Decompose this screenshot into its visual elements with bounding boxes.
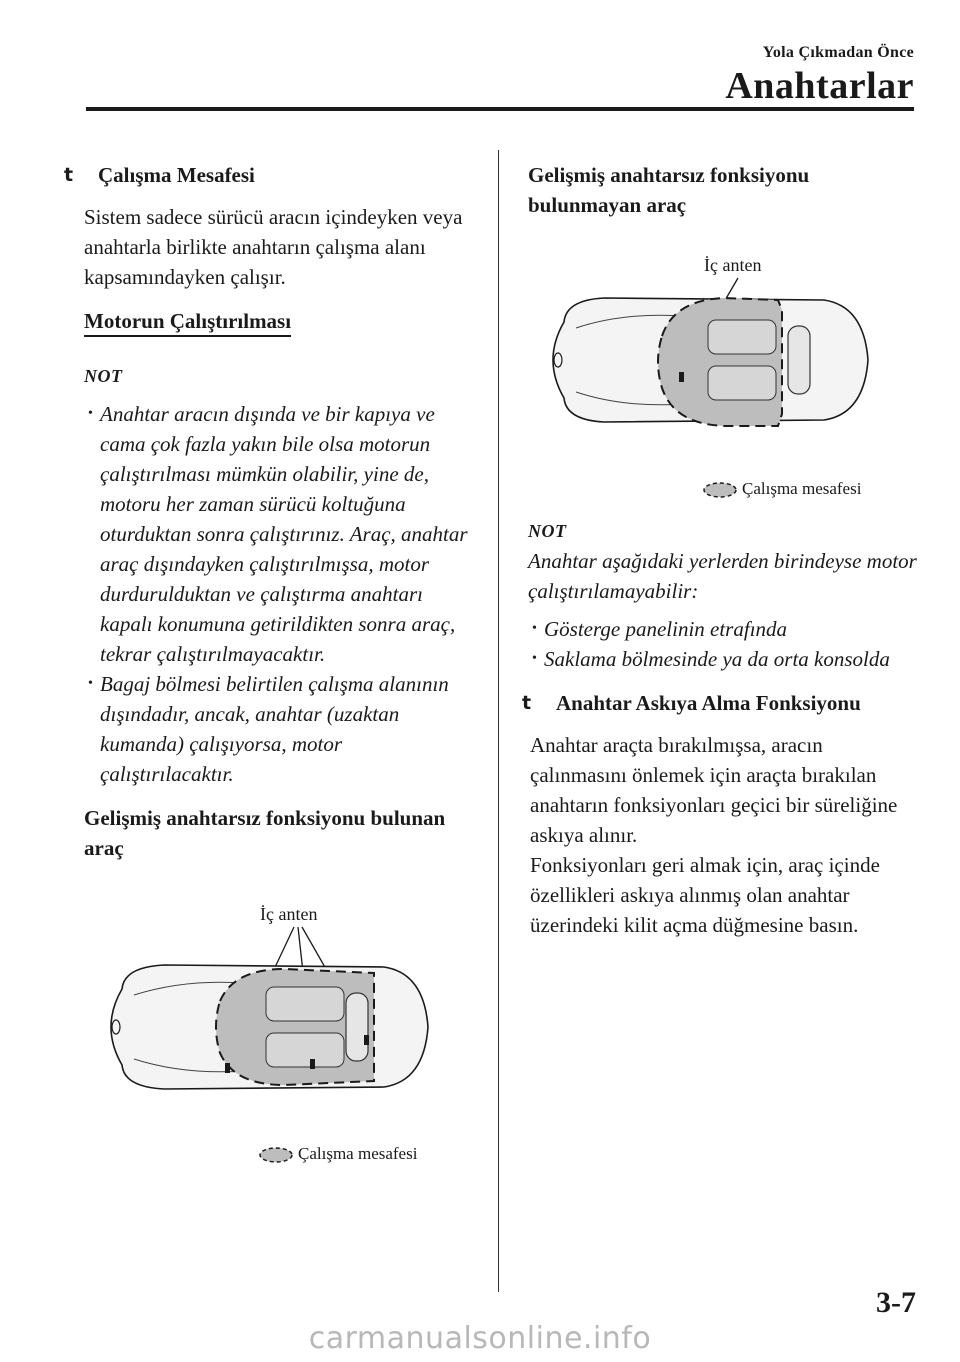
right-column (522, 160, 918, 940)
left-column (64, 160, 474, 1163)
figure-car-without-keyless (528, 250, 918, 500)
note-list (528, 614, 918, 674)
dashed-area-icon (258, 1146, 294, 1164)
list-item: • Anahtar aracın dışında ve bir kapıya ve cama çok fazla yakın bile olsa motorun çalıştırılması mümkün olabilir, yine de, motoru her zaman sürücü koltuğuna oturduktan sonra çalıştırınız. Araç, anahtar araç dışındayken çalıştırılmışsa, motor durdurulduktan ve çalıştırma anahtarı kapalı konumuna getirildikten sonra araç, tekrar çalıştırılmayacaktır. (84, 399, 474, 669)
dashed-area-icon (702, 481, 738, 499)
list-item: • Gösterge panelinin etrafında (528, 614, 918, 644)
header-rule (86, 107, 914, 111)
legend-text: Çalışma mesafesi (298, 1144, 418, 1163)
note-label: NOT (84, 366, 123, 386)
note-list (84, 399, 474, 789)
list-item: • Bagaj bölmesi belirtilen çalışma alanının dışındadır, ancak, anahtar (uzaktan kumanda) çalışıyorsa, motor çalıştırılacaktır. (84, 669, 474, 789)
heading-text: Anahtar Askıya Alma Fonksiyonu (556, 691, 861, 715)
note-text: Anahtar aşağıdaki yerlerden birindeyse motor çalıştırılamayabilir: (528, 549, 917, 603)
legend-text: Çalışma mesafesi (742, 479, 862, 498)
paragraph-suspend-2: Fonksiyonları geri almak için, araç içinde özellikleri askıya alınmış olan anahtar üzerindeki kilit açma düğmesine basın. (530, 853, 880, 937)
heading-key-suspend (522, 688, 918, 718)
antenna-label: İç anten (704, 255, 762, 275)
operating-range-legend (702, 474, 861, 504)
section-marker-icon: t (522, 692, 532, 714)
subtitle-with-keyless: Gelişmiş anahtarsız fonksiyonu bulunan araç (84, 806, 446, 860)
page-header (725, 44, 914, 108)
watermark: carmanualsonline.info (308, 1321, 652, 1356)
section-marker-icon: t (64, 164, 74, 186)
heading-operating-range (64, 160, 474, 190)
paragraph-suspend-1: Anahtar araçta bırakılmışsa, aracın çalınmasını önlemek için araçta bırakılan anahtarın fonksiyonları geçici bir süreliğine askıya alınır. (530, 733, 898, 847)
car-topview-diagram (94, 923, 434, 1133)
heading-engine-start: Motorun Çalıştırılması (84, 308, 291, 337)
paragraph-operating-range: Sistem sadece sürücü aracın içindeyken veya anahtarla birlikte anahtarın çalışma alanı kapsamındayken çalışır. (84, 205, 463, 289)
page-number: 3-7 (876, 1286, 916, 1319)
list-item: • Saklama bölmesinde ya da orta konsolda (528, 644, 918, 674)
chapter-title: Anahtarlar (725, 65, 914, 107)
note-label: NOT (528, 521, 567, 541)
car-topview-diagram (538, 276, 878, 476)
antenna-label: İç anten (260, 904, 318, 924)
subtitle-without-keyless: Gelişmiş anahtarsız fonksiyonu bulunmayan araç (528, 163, 810, 217)
operating-range-legend (258, 1139, 417, 1169)
figure-car-with-keyless (84, 899, 474, 1163)
section-title: Yola Çıkmadan Önce (762, 44, 914, 61)
column-divider (498, 150, 499, 1292)
heading-text: Çalışma Mesafesi (98, 163, 255, 187)
